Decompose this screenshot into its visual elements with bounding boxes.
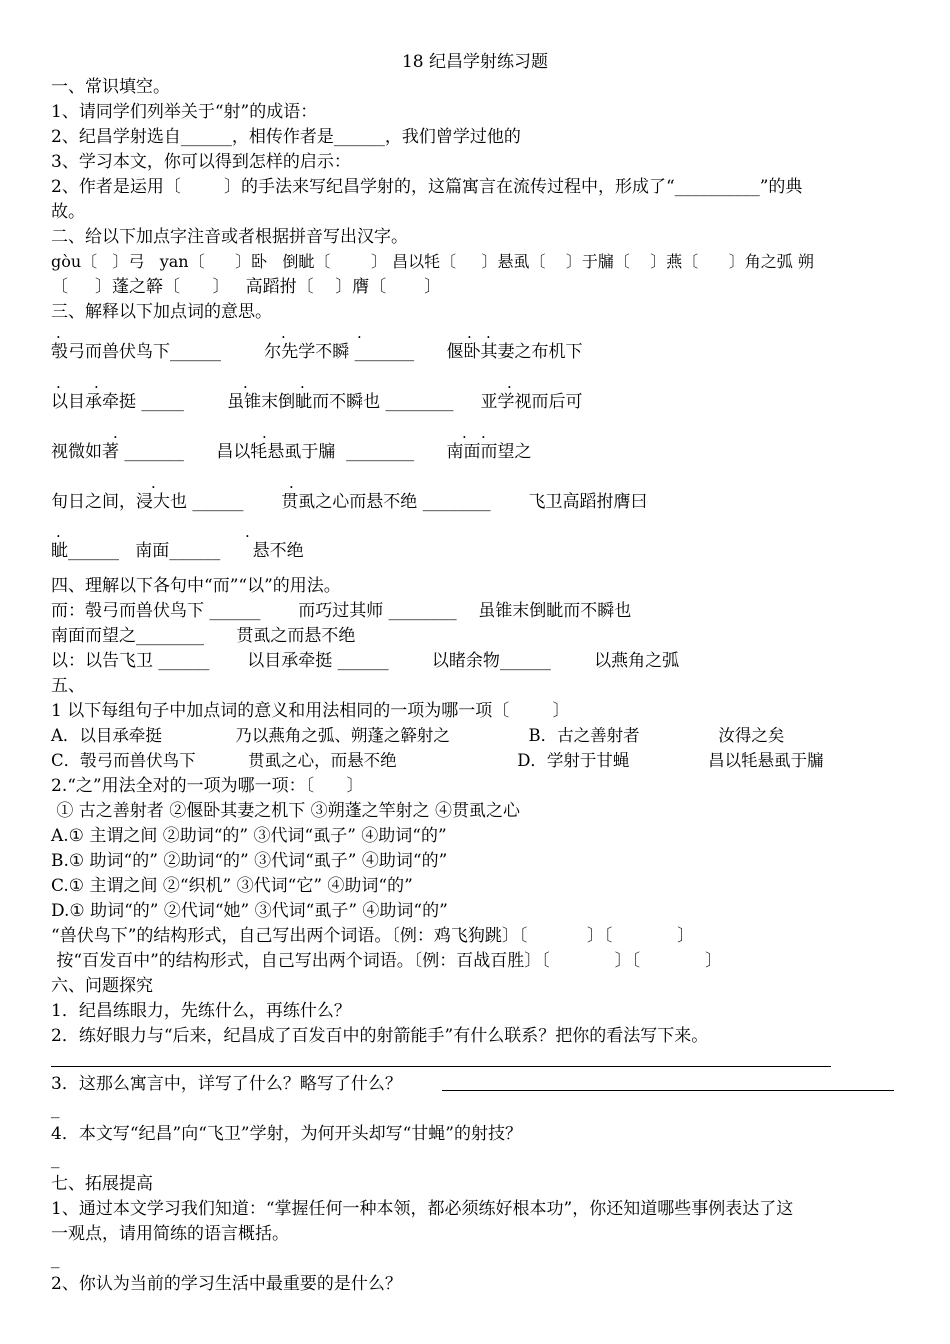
emphasis-dot: . — [486, 324, 491, 342]
mc-option-a: A.① 主谓之间 ②助词“的” ③代词“虱子” ④助词“的” — [51, 826, 447, 846]
mc-question-2-items: ① 古之善射者 ②偃卧其妻之机下 ③朔蓬之竿射之 ④贯虱之心 — [51, 801, 521, 821]
section-4-heading: 四、理解以下各句中“而”“以”的用法。 — [51, 576, 341, 596]
emphasis-dot: . — [262, 424, 267, 442]
emphasis-dot: . — [94, 374, 99, 392]
inquiry-question-2: 2．练好眼力与“后来，纪昌成了百发百中的射箭能手”有什么联系？把你的看法写下来。 — [51, 1026, 709, 1046]
emphasis-dot: . — [462, 424, 467, 442]
word-structure-1: “兽伏鸟下”的结构形式，自己写出两个词语。〔例：鸡飞狗跳〕〔 〕〔 〕 — [51, 926, 695, 946]
question-1-4: 2、作者是运用〔 〕的手法来写纪昌学射的，这篇寓言在流传过程中，形成了“__________”的典 — [51, 177, 803, 197]
extension-question-2: 2、你认为当前的学习生活中最重要的是什么？ — [51, 1274, 402, 1294]
emphasis-dot: . — [467, 324, 472, 342]
section-5-heading: 五、 — [51, 676, 85, 696]
pinyin-line-2: 〔 〕蓬之簳〔 〕 高蹈拊〔 〕膺〔 〕 — [51, 277, 442, 297]
emphasis-dot: . — [357, 324, 362, 342]
question-1-2: 2、纪昌学射选自______，相传作者是______，我们曾学过他的 — [51, 127, 521, 147]
mc-option-d: D.① 助词“的” ②代词“她” ③代词“虱子” ④助词“的” — [51, 901, 448, 921]
explain-line-3: 视微如著 _______ 昌以牦悬虱于牖 ________ 南面而望之 — [51, 442, 532, 462]
explain-line-4: 旬日之间，浸大也 ______ 贯虱之心而悬不绝 ________ 飞卫高蹈拊膺曰 — [51, 492, 648, 512]
emphasis-dot: . — [281, 324, 286, 342]
emphasis-dot: . — [56, 324, 61, 342]
section-3-heading: 三、解释以下加点词的意思。 — [51, 302, 272, 322]
mc-question-2: 2.“之”用法全对的一项为哪一项：〔 〕 — [51, 776, 364, 796]
mc-question-1: 1 以下每组句子中加点词的意义和用法相同的一项为哪一项〔 〕 — [51, 701, 570, 721]
inquiry-question-4: 4．本文写“纪昌”向“飞卫”学射，为何开头却写“甘蝇”的射技？ — [51, 1124, 522, 1144]
inquiry-question-3: 3．这那么寓言中，详写了什么？略写了什么？ — [51, 1074, 402, 1094]
inquiry-question-1: 1．纪昌练眼力，先练什么，再练什么？ — [51, 1001, 351, 1021]
extension-question-1: 1、通过本文学习我们知道：“掌握任何一种本领，都必须练好根本功”，你还知道哪些事例表达了这 — [51, 1199, 794, 1219]
emphasis-dot: . — [245, 523, 250, 541]
section-1-heading: 一、常识填空。 — [51, 77, 170, 97]
usage-er-line-2: 南面而望之________ 贯虱之而悬不绝 — [51, 626, 356, 646]
emphasis-dot: . — [289, 474, 294, 492]
emphasis-dot: . — [56, 523, 61, 541]
explain-line-5: 眦______ 南面______ 悬不绝 — [51, 541, 304, 561]
extension-question-1-cont: 一观点，请用简练的语言概括。 — [51, 1224, 289, 1244]
emphasis-dot: . — [481, 424, 486, 442]
emphasis-dot: . — [151, 474, 156, 492]
emphasis-dot: . — [243, 374, 248, 392]
question-1-3: 3、学习本文，你可以得到怎样的启示： — [51, 152, 351, 172]
mc-options-ab: A．以目承牵挺 乃以燕角之弧、朔蓬之簳射之 B．古之善射者 汝得之矣 — [51, 726, 785, 745]
emphasis-dot: . — [113, 424, 118, 442]
answer-stub: _ — [51, 1249, 60, 1269]
section-7-heading: 七、拓展提高 — [51, 1174, 153, 1194]
mc-option-b: B.① 助词“的” ②助词“的” ③代词“虱子” ④助词“的” — [51, 851, 448, 871]
section-2-heading: 二、给以下加点字注音或者根据拼音写出汉字。 — [51, 227, 408, 247]
emphasis-dot: . — [507, 374, 512, 392]
answer-stub: _ — [51, 1099, 60, 1119]
question-1-4-cont: 故。 — [51, 202, 85, 222]
answer-stub: _ — [51, 1149, 60, 1169]
explain-line-2: 以目承牵挺 _____ 虽锥末倒眦而不瞬也 ________ 亚学视而后可 — [51, 392, 583, 412]
explain-line-1: 彀弓而兽伏鸟下______ 尔先学不瞬 _______ 偃卧其妻之布机下 — [51, 342, 583, 362]
section-6-heading: 六、问题探究 — [51, 976, 153, 996]
emphasis-dot: . — [56, 374, 61, 392]
answer-line — [442, 1090, 894, 1091]
usage-er-line-1: 而：彀弓而兽伏鸟下 ______ 而巧过其师 ________ 虽锥末倒眦而不瞬也 — [51, 601, 632, 621]
mc-option-c: C.① 主谓之间 ②“织机” ③代词“它” ④助词“的” — [51, 876, 413, 896]
mc-options-cd: C．彀弓而兽伏鸟下 贯虱之心，而悬不绝 D．学射于甘蝇 昌以牦悬虱于牖 — [51, 751, 824, 770]
emphasis-dot: . — [300, 374, 305, 392]
word-structure-2: 按“百发百中”的结构形式，自己写出两个词语。〔例：百战百胜〕〔 〕〔 〕 — [51, 951, 722, 971]
usage-yi-line: 以：以告飞卫 ______ 以目承牵挺 ______ 以睹余物______ 以燕角之弧 — [51, 651, 680, 671]
question-1-1: 1、请同学们列举关于“射”的成语： — [51, 102, 318, 122]
pinyin-line-1: gòu〔 〕弓 yan〔 〕卧 倒眦〔 〕 昌以牦〔 〕悬虱〔 〕于牖〔 〕燕〔 〕角之弧 朔 — [51, 252, 814, 271]
page-title: 18 纪昌学射练习题 — [401, 52, 549, 72]
answer-line — [51, 1066, 831, 1067]
